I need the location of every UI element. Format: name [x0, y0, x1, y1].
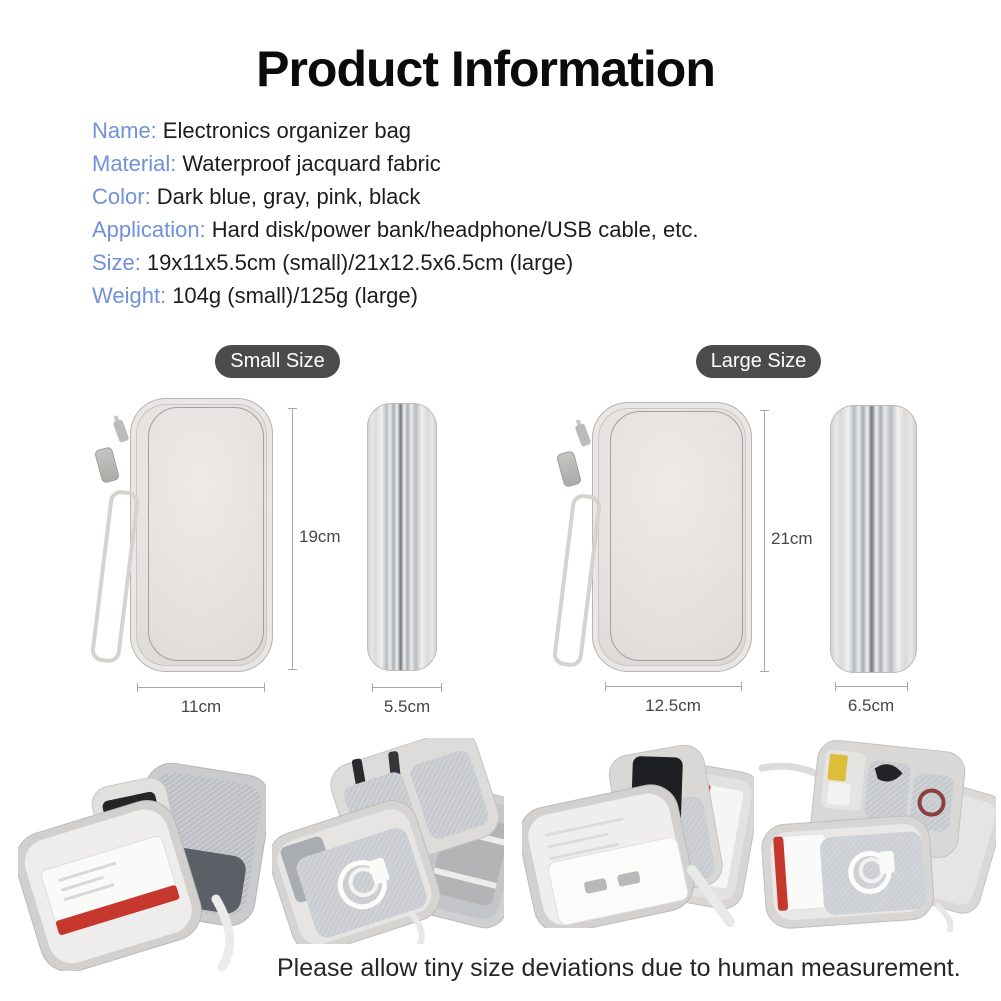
spec-list	[92, 114, 699, 312]
width-dimension-line-small	[137, 683, 265, 692]
small-bag-front-view	[130, 398, 273, 672]
spec-row-material	[92, 147, 699, 180]
left-half-with-powerbank	[522, 780, 699, 928]
spec-value: 19x11x5.5cm (small)/21x12.5x6.5cm (large)	[146, 250, 574, 275]
height-dimension-line-small	[288, 408, 297, 670]
width-dimension-label-small: 11cm	[180, 697, 222, 716]
spec-label: Color:	[92, 184, 151, 209]
open-bag-photo-small-cables	[272, 738, 504, 944]
spec-value: Dark blue, gray, pink, black	[156, 184, 421, 209]
height-dimension-label-large: 21cm	[771, 529, 813, 548]
open-bag-photo-large-cables	[748, 736, 996, 932]
spec-value: Waterproof jacquard fabric	[182, 151, 441, 176]
zipper-slider-icon	[113, 419, 130, 443]
width-dimension-line-large	[605, 682, 742, 691]
depth-dimension-line-small	[372, 683, 442, 692]
spec-value: Hard disk/power bank/headphone/USB cable, etc.	[211, 217, 699, 242]
page-title: Product Information	[256, 41, 715, 97]
spec-row-weight	[92, 279, 699, 312]
wrist-strap-icon	[90, 489, 141, 664]
open-bag-photo-small-powerbank	[18, 753, 266, 971]
small-bag-side-view	[367, 403, 437, 671]
height-dimension-line-large	[760, 410, 769, 672]
spec-value: Electronics organizer bag	[162, 118, 412, 143]
spec-label: Size:	[92, 250, 141, 275]
spec-label: Weight:	[92, 283, 167, 308]
spec-value: 104g (small)/125g (large)	[172, 283, 418, 308]
open-bag-photo-large-powerbank	[522, 742, 754, 928]
depth-dimension-label-small: 5.5cm	[383, 697, 431, 716]
wrist-strap-icon	[552, 493, 603, 668]
measurement-disclaimer: Please allow tiny size deviations due to human measurement.	[277, 954, 961, 982]
height-dimension-label-small: 19cm	[299, 527, 341, 546]
spec-row-color	[92, 180, 699, 213]
zipper-pull-icon	[556, 450, 582, 488]
large-bag-side-view	[830, 405, 917, 673]
spec-label: Name:	[92, 118, 157, 143]
width-dimension-label-large: 12.5cm	[645, 696, 701, 715]
zipper-pull-icon	[94, 446, 120, 484]
large-size-badge: Large Size	[696, 345, 821, 378]
small-bag-front-panel	[148, 407, 264, 661]
spec-row-application	[92, 213, 699, 246]
spec-label: Application:	[92, 217, 206, 242]
depth-dimension-line-large	[835, 682, 908, 691]
zipper-slider-icon	[575, 423, 592, 447]
large-bag-front-panel	[610, 411, 743, 661]
spec-label: Material:	[92, 151, 177, 176]
large-bag-front-view	[592, 402, 752, 672]
spec-row-size	[92, 246, 699, 279]
spec-row-name	[92, 114, 699, 147]
depth-dimension-label-large: 6.5cm	[847, 696, 895, 715]
small-size-badge: Small Size	[215, 345, 340, 378]
left-half-with-cable	[760, 814, 935, 929]
